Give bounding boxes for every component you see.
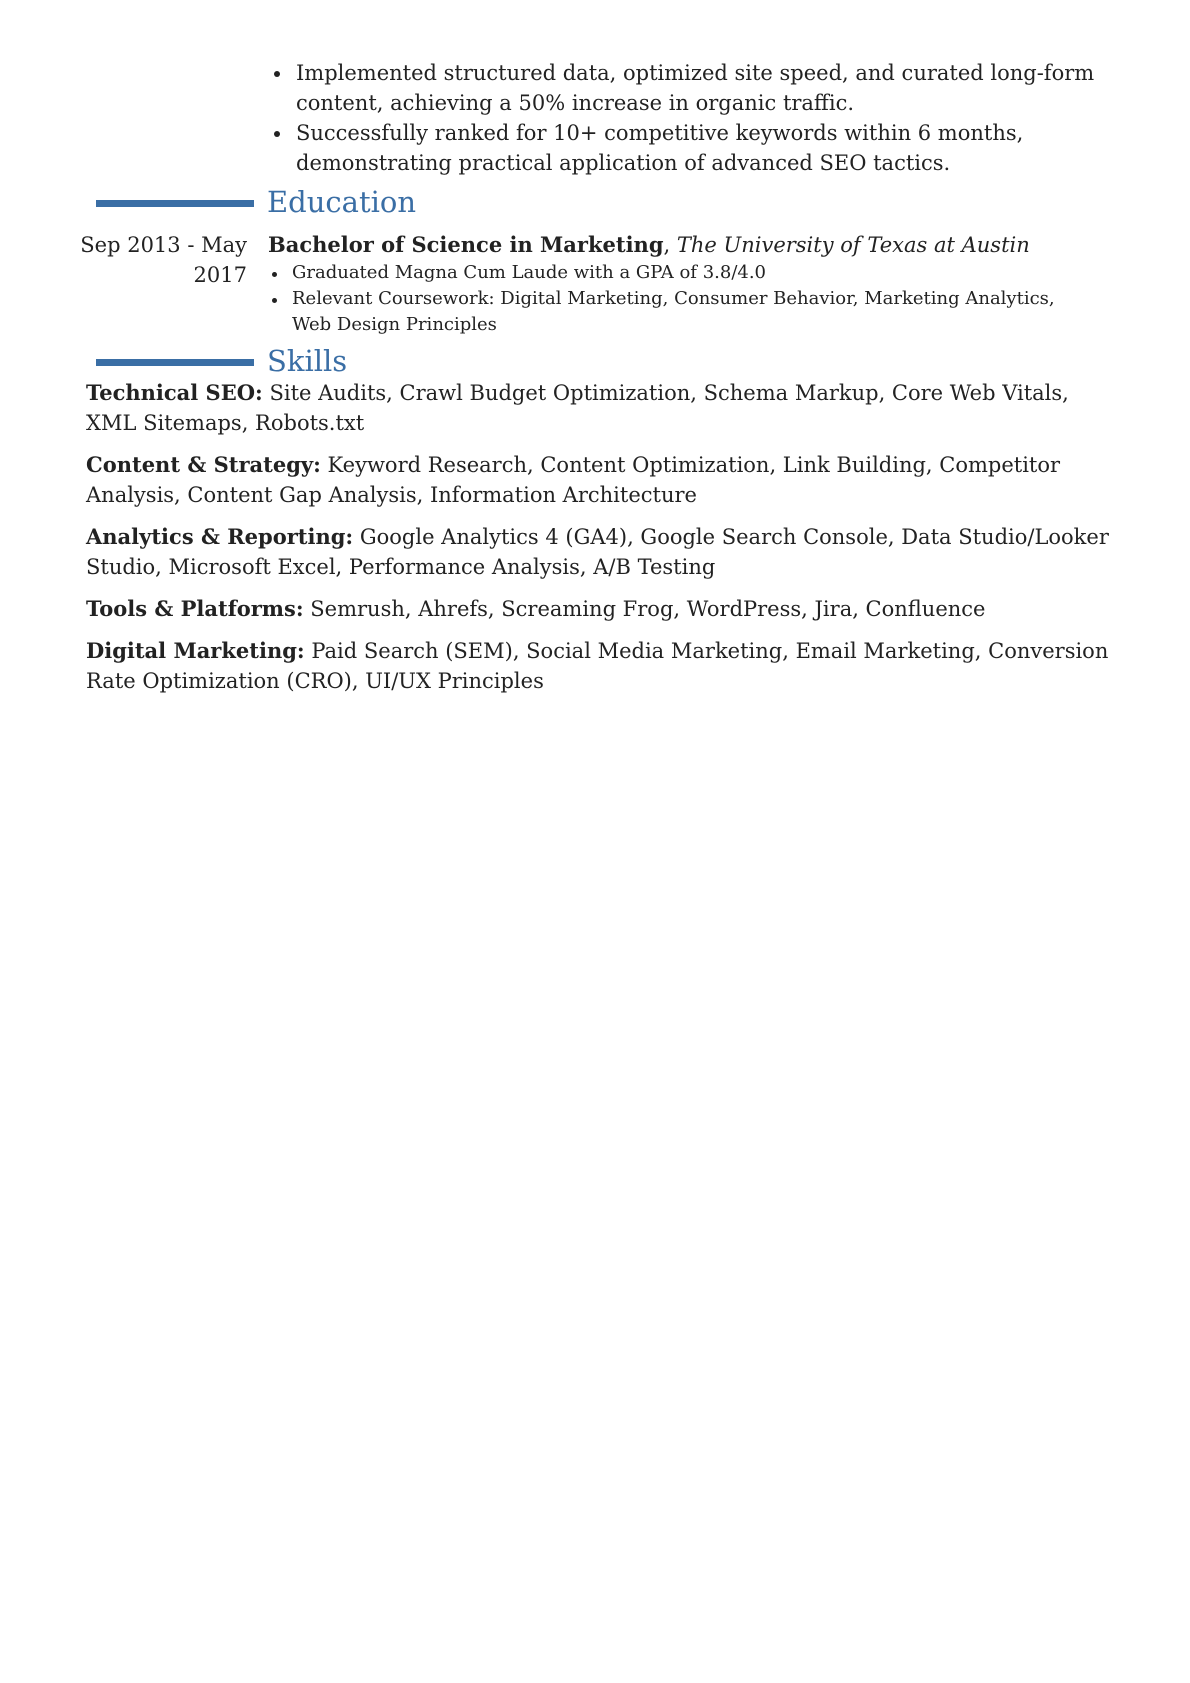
skill-value: Site Audits, Crawl Budget Optimization, Schema Markup, Core Web Vitals, XML Sitemaps, Robots.txt [86,381,1069,435]
title-separator: , [663,233,677,257]
education-bullet: Relevant Coursework: Digital Marketing, Consumer Behavior, Marketing Analytics, Web Design Principles [268,286,1098,338]
education-date: Sep 2013 - May 2017 [80,233,247,287]
section-accent-bar [96,200,254,207]
skill-label: Tools & Platforms: [86,596,304,621]
skill-row-digital-marketing [86,636,1110,696]
skill-value: Paid Search (SEM), Social Media Marketing, Email Marketing, Conversion Rate Optimization (CRO), UI/UX Principles [86,639,1109,693]
skill-row-technical-seo [86,378,1110,438]
skill-row-tools-platforms [86,594,1110,624]
experience-bullet: Implemented structured data, optimized site speed, and curated long-form content, achieving a 50% increase in organic traffic. [270,58,1110,118]
skill-label: Technical SEO: [86,380,263,405]
education-bullet: Graduated Magna Cum Laude with a GPA of 3.8/4.0 [268,260,1098,286]
skill-label: Digital Marketing: [86,638,305,663]
degree-name: Bachelor of Science in Marketing [268,232,664,257]
education-entry [268,230,1098,338]
skill-label: Content & Strategy: [86,452,321,477]
education-bullet-list [268,260,1098,338]
skill-value: Semrush, Ahrefs, Screaming Frog, WordPress, Jira, Confluence [310,597,986,621]
skill-row-content-strategy [86,450,1110,510]
experience-bullet-list [270,58,1110,178]
skill-value: Keyword Research, Content Optimization, Link Building, Competitor Analysis, Content Gap Analysis, Information Architecture [86,453,1061,507]
school-name: The University of Texas at Austin [676,233,1030,257]
experience-bullet: Successfully ranked for 10+ competitive keywords within 6 months, demonstrating practical application of advanced SEO tactics. [270,118,1110,178]
section-accent-bar [96,359,254,366]
skills-heading: Skills [267,344,348,378]
skills-list [86,378,1110,708]
skill-row-analytics-reporting [86,522,1110,582]
skill-label: Analytics & Reporting: [86,524,354,549]
education-heading: Education [267,185,417,219]
education-title [268,230,1098,260]
skill-value: Google Analytics 4 (GA4), Google Search Console, Data Studio/Looker Studio, Microsoft Excel, Performance Analysis, A/B Testing [86,525,1109,579]
